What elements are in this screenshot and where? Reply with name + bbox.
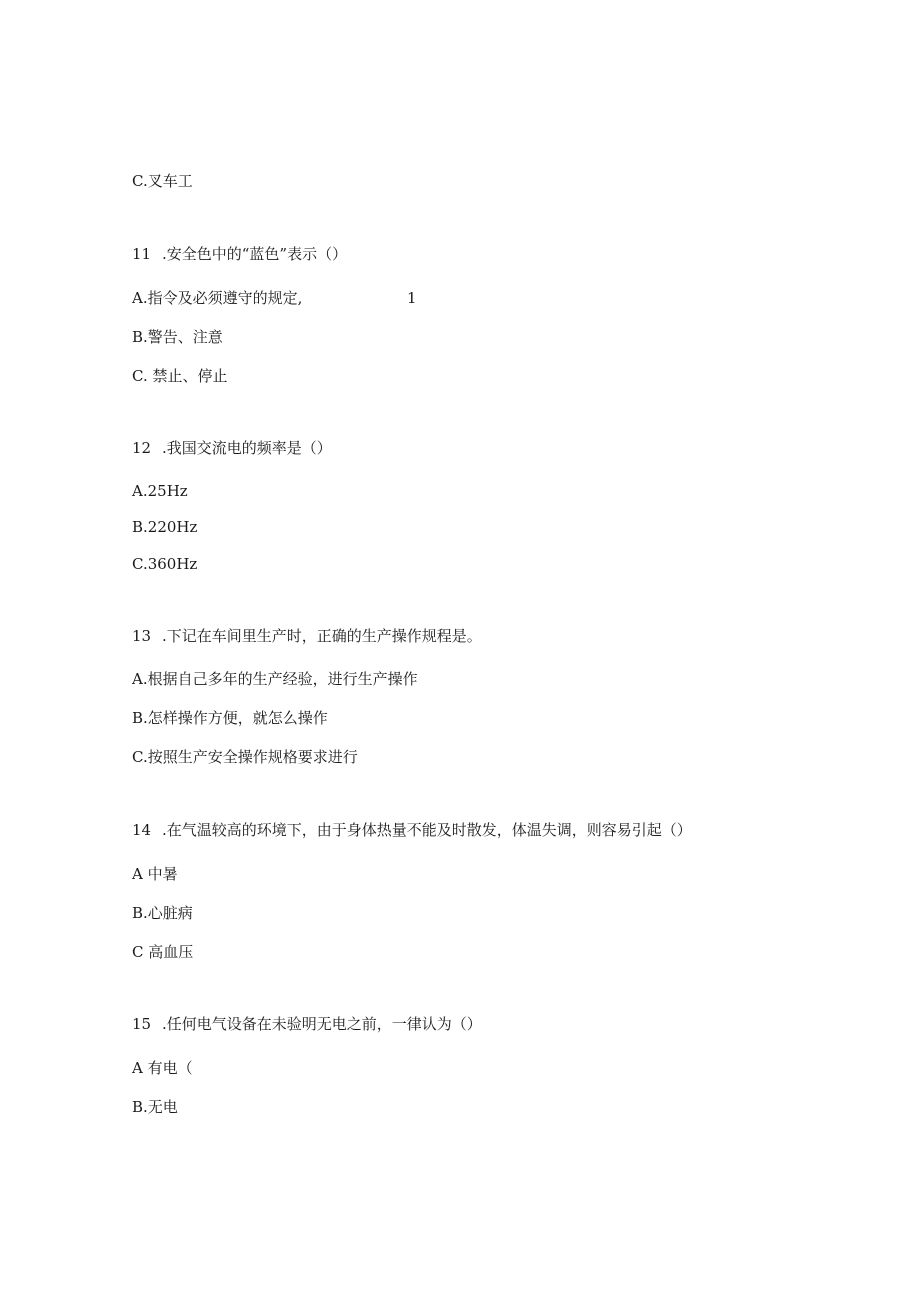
question-text: .下记在车间里生产时，正确的生产操作规程是。: [162, 627, 482, 645]
option-13-c: C.按照生产安全操作规格要求进行: [132, 748, 358, 766]
option-15-b: B.无电: [132, 1098, 178, 1116]
prev-option-c: C.叉车工: [132, 172, 193, 190]
option-12-c: C.360Hz: [132, 555, 198, 573]
question-14: [132, 820, 692, 840]
option-14-b: B.心脏病: [132, 904, 193, 922]
question-number: 13: [132, 627, 152, 645]
question-13: [132, 626, 482, 646]
question-12: [132, 438, 332, 458]
option-11-c: C. 禁止、停止: [132, 367, 228, 385]
option-15-a: A 有电（: [132, 1059, 193, 1077]
option-13-b: B.怎样操作方便，就怎么操作: [132, 709, 328, 727]
stray-mark: 1: [407, 289, 417, 307]
option-12-a: A.25Hz: [132, 482, 188, 500]
option-13-a: A.根据自己多年的生产经验，进行生产操作: [132, 670, 418, 688]
option-14-a: A 中暑: [132, 865, 178, 883]
option-14-c: C 高血压: [132, 943, 194, 961]
option-12-b: B.220Hz: [132, 518, 198, 536]
question-text: .安全色中的“蓝色”表示（）: [162, 245, 348, 263]
option-text: A.指令及必须遵守的规定,: [132, 289, 303, 307]
question-text: .在气温较高的环境下，由于身体热量不能及时散发，体温失调，则容易引起（）: [162, 821, 692, 839]
option-11-a: [132, 288, 302, 308]
question-11: [132, 244, 347, 264]
question-number: 11: [132, 245, 152, 263]
option-11-b: B.警告、注意: [132, 328, 223, 346]
question-15: [132, 1014, 482, 1034]
question-text: .任何电气设备在未验明无电之前，一律认为（）: [162, 1015, 482, 1033]
question-number: 12: [132, 439, 152, 457]
question-number: 15: [132, 1015, 152, 1033]
question-text: .我国交流电的频率是（）: [162, 439, 332, 457]
question-number: 14: [132, 821, 152, 839]
